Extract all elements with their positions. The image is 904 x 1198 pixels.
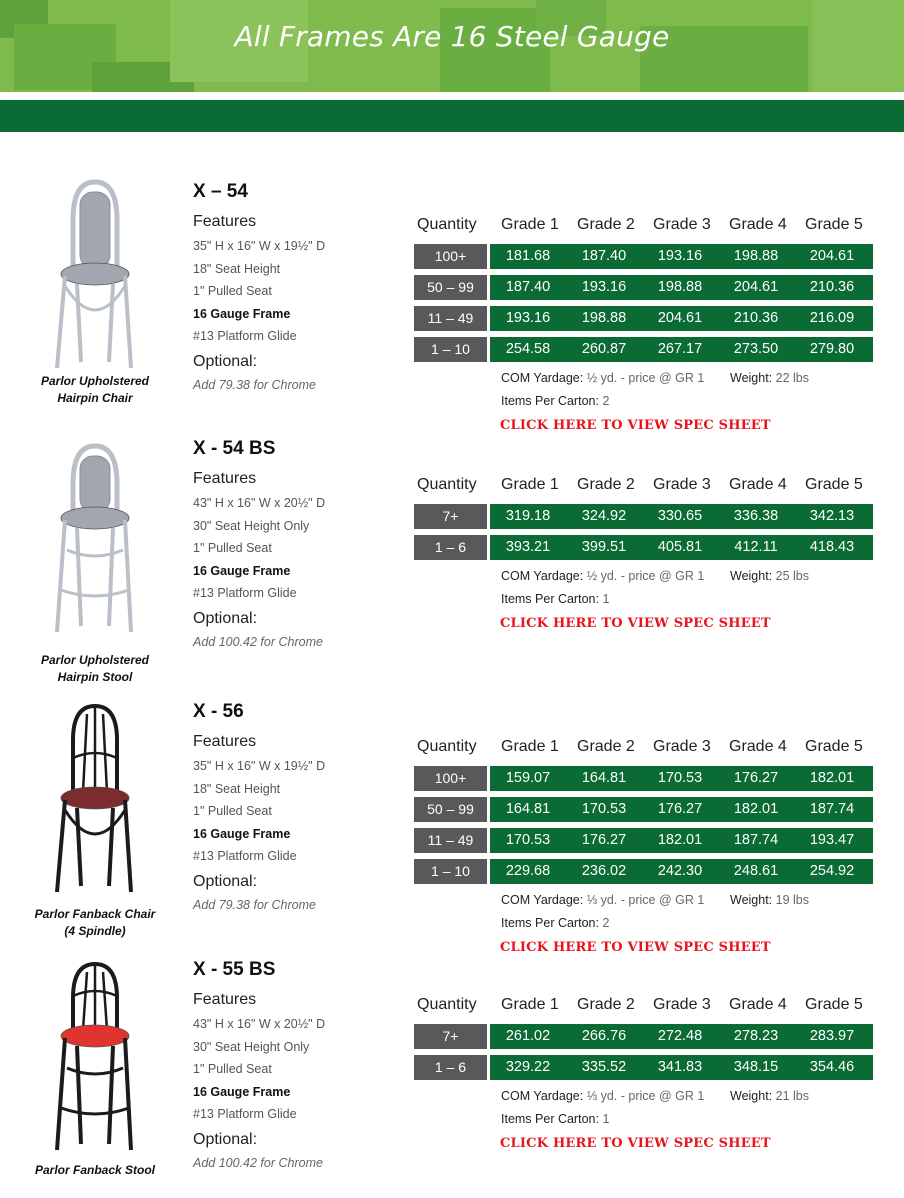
items-per-carton: [501, 1112, 609, 1126]
feature-item: #13 Platform Glide: [193, 849, 297, 863]
header-grade: Grade 2: [577, 738, 635, 755]
price-cell: 319.18: [505, 508, 551, 524]
price-cell: 182.01: [809, 770, 855, 786]
product-caption: [20, 652, 170, 686]
product-caption: [20, 1162, 170, 1179]
items-per-carton-value: 2: [602, 916, 610, 930]
price-cells: [490, 766, 873, 791]
features-heading: Features: [193, 733, 257, 750]
price-table-header: [414, 472, 874, 504]
weight: [730, 1089, 809, 1103]
quantity-cell: 1 – 10: [414, 337, 487, 362]
price-cell: 182.01: [657, 832, 703, 848]
price-cells: [490, 306, 873, 331]
caption-line-2: Hairpin Chair: [57, 391, 133, 405]
features-heading: Features: [193, 470, 257, 487]
feature-item: 18" Seat Height: [193, 261, 281, 276]
header-grade: Grade 1: [501, 216, 559, 233]
price-row: [414, 244, 874, 269]
price-table-header: [414, 734, 874, 766]
spec-sheet-row: [414, 612, 874, 636]
com-yardage-value: ½ yd. - price @ GR 1: [586, 371, 705, 385]
price-cell: 348.15: [733, 1059, 779, 1075]
com-weight-row: [414, 566, 874, 589]
price-table: [414, 734, 874, 960]
com-yardage-label: COM Yardage:: [501, 1089, 584, 1103]
price-table: [414, 472, 874, 636]
feature-item: 1" Pulled Seat: [193, 1062, 272, 1076]
price-cell: 193.47: [809, 832, 855, 848]
price-row: [414, 275, 874, 300]
price-row: [414, 828, 874, 853]
feature-item: #13 Platform Glide: [193, 1107, 297, 1121]
weight: [730, 893, 809, 907]
price-cell: 229.68: [505, 863, 551, 879]
price-cell: 182.01: [733, 801, 779, 817]
com-yardage-label: COM Yardage:: [501, 893, 584, 907]
com-yardage-value: ⅓ yd. - price @ GR 1: [586, 1089, 705, 1103]
price-cell: 216.09: [809, 310, 855, 326]
price-cell: 354.46: [809, 1059, 855, 1075]
spec-sheet-link[interactable]: CLICK HERE TO VIEW SPEC SHEET: [500, 1136, 771, 1151]
quantity-cell: 11 – 49: [414, 828, 487, 853]
header-grade: Grade 4: [729, 738, 787, 755]
model-number: X – 54: [193, 181, 248, 202]
caption-line-1: Parlor Fanback Chair: [34, 907, 156, 921]
features-heading: Features: [193, 991, 257, 1008]
price-cell: 272.48: [657, 1028, 703, 1044]
price-cell: 260.87: [581, 341, 627, 357]
items-per-carton-label: Items Per Carton:: [501, 394, 599, 408]
header-grade: Grade 3: [653, 476, 711, 493]
features-heading: Features: [193, 213, 257, 230]
header-quantity: Quantity: [417, 476, 477, 493]
product-info: [193, 700, 413, 915]
price-row: [414, 859, 874, 884]
quantity-cell: 7+: [414, 504, 487, 529]
product-image: [20, 700, 170, 896]
items-per-carton: [501, 592, 609, 606]
caption-line-1: Parlor Upholstered: [40, 653, 150, 667]
price-cell: 204.61: [657, 310, 703, 326]
caption-line-1: Parlor Upholstered: [40, 374, 150, 388]
chair-photo: [43, 700, 147, 896]
items-per-carton: [501, 394, 609, 408]
price-cell: 405.81: [657, 539, 703, 555]
product-caption: [20, 906, 170, 940]
price-cell: 330.65: [657, 508, 703, 524]
feature-item: 1" Pulled Seat: [193, 284, 272, 298]
feature-item: 16 Gauge Frame: [193, 563, 291, 578]
optional-heading: Optional:: [193, 352, 258, 370]
price-row: [414, 535, 874, 560]
price-cell: 236.02: [581, 863, 627, 879]
price-cell: 181.68: [505, 248, 551, 264]
header-grade: Grade 2: [577, 476, 635, 493]
feature-item: 43" H x 16" W x 20½" D: [193, 1017, 326, 1031]
spec-sheet-link[interactable]: CLICK HERE TO VIEW SPEC SHEET: [500, 616, 771, 631]
feature-item: 43" H x 16" W x 20½" D: [193, 496, 326, 510]
com-yardage-label: COM Yardage:: [501, 371, 584, 385]
quantity-cell: 100+: [414, 244, 487, 269]
header-grade: Grade 3: [653, 738, 711, 755]
feature-item: 16 Gauge Frame: [193, 306, 291, 321]
feature-item: 35" H x 16" W x 19½" D: [193, 239, 326, 253]
header-grade: Grade 5: [805, 216, 863, 233]
header-grade: Grade 4: [729, 996, 787, 1013]
feature-item: #13 Platform Glide: [193, 586, 297, 600]
price-cells: [490, 244, 873, 269]
price-cell: 261.02: [505, 1028, 551, 1044]
price-cell: 248.61: [733, 863, 779, 879]
com-weight-row: [414, 368, 874, 391]
price-row: [414, 766, 874, 791]
header-quantity: Quantity: [417, 738, 477, 755]
price-cell: 324.92: [581, 508, 627, 524]
product-info: [193, 437, 413, 652]
price-cell: 204.61: [809, 248, 855, 264]
price-cells: [490, 337, 873, 362]
feature-item: #13 Platform Glide: [193, 329, 297, 343]
price-cell: 412.11: [734, 539, 778, 555]
price-cell: 164.81: [505, 801, 551, 817]
price-cell: 393.21: [505, 539, 551, 555]
items-per-carton-value: 1: [602, 1112, 610, 1126]
price-row: [414, 1024, 874, 1049]
com-weight-row: [414, 1086, 874, 1109]
price-cell: 266.76: [581, 1028, 627, 1044]
price-row: [414, 1055, 874, 1080]
price-cell: 187.40: [505, 279, 551, 295]
price-row: [414, 306, 874, 331]
header-grade: Grade 5: [805, 996, 863, 1013]
price-cell: 336.38: [733, 508, 779, 524]
price-cell: 170.53: [505, 832, 551, 848]
price-cells: [490, 797, 873, 822]
caption-line-2: (4 Spindle): [64, 924, 126, 938]
price-cell: 198.88: [657, 279, 703, 295]
feature-item: 18" Seat Height: [193, 781, 281, 796]
product-image: [20, 176, 170, 372]
header-quantity: Quantity: [417, 996, 477, 1013]
feature-item: 16 Gauge Frame: [193, 826, 291, 841]
optional-heading: Optional:: [193, 609, 258, 627]
header-grade: Grade 5: [805, 738, 863, 755]
header-grade: Grade 3: [653, 996, 711, 1013]
quantity-cell: 100+: [414, 766, 487, 791]
model-number: X - 55 BS: [193, 959, 276, 980]
product-info: [193, 958, 413, 1173]
feature-item: 30" Seat Height Only: [193, 1039, 310, 1054]
header-grade: Grade 4: [729, 476, 787, 493]
com-weight-row: [414, 890, 874, 913]
price-cell: 254.58: [505, 341, 551, 357]
optional-text: Add 79.38 for Chrome: [193, 377, 316, 392]
price-cells: [490, 275, 873, 300]
price-cell: 187.74: [809, 801, 855, 817]
price-cell: 341.83: [657, 1059, 703, 1075]
price-cell: 279.80: [809, 341, 855, 357]
price-table-header: [414, 992, 874, 1024]
price-cell: 193.16: [581, 279, 627, 295]
weight-value: 21 lbs: [775, 1089, 809, 1103]
price-table: [414, 992, 874, 1156]
com-yardage-label: COM Yardage:: [501, 569, 584, 583]
price-row: [414, 797, 874, 822]
price-cell: 267.17: [657, 341, 703, 357]
com-yardage-value: ⅓ yd. - price @ GR 1: [586, 893, 705, 907]
price-cell: 242.30: [657, 863, 703, 879]
weight: [730, 569, 809, 583]
feature-item: 1" Pulled Seat: [193, 804, 272, 818]
feature-item: 35" H x 16" W x 19½" D: [193, 759, 326, 773]
price-cell: 273.50: [733, 341, 779, 357]
chair-photo: [43, 958, 147, 1154]
price-cells: [490, 535, 873, 560]
price-row: [414, 337, 874, 362]
weight: [730, 371, 809, 385]
items-per-carton-value: 1: [602, 592, 610, 606]
caption-line-2: Hairpin Stool: [57, 670, 133, 684]
banner-title: All Frames Are 16 Steel Gauge: [234, 20, 670, 53]
price-cell: 210.36: [733, 310, 779, 326]
com-yardage-value: ½ yd. - price @ GR 1: [586, 569, 705, 583]
price-cell: 418.43: [809, 539, 855, 555]
header-grade: Grade 3: [653, 216, 711, 233]
com-yardage: [501, 1089, 704, 1103]
items-per-carton-label: Items Per Carton:: [501, 916, 599, 930]
header-banner: [0, 0, 904, 92]
price-row: [414, 504, 874, 529]
carton-row: [414, 1109, 874, 1132]
quantity-cell: 50 – 99: [414, 797, 487, 822]
chair-photo: [43, 440, 147, 636]
price-cell: 342.13: [809, 508, 855, 524]
price-cells: [490, 859, 873, 884]
spec-sheet-link[interactable]: CLICK HERE TO VIEW SPEC SHEET: [500, 940, 771, 955]
spec-sheet-row: [414, 414, 874, 438]
weight-value: 22 lbs: [775, 371, 809, 385]
price-cell: 283.97: [809, 1028, 855, 1044]
price-table: [414, 212, 874, 438]
model-number: X - 54 BS: [193, 438, 276, 459]
weight-value: 19 lbs: [775, 893, 809, 907]
price-cell: 170.53: [581, 801, 627, 817]
optional-text: Add 100.42 for Chrome: [193, 634, 323, 649]
header-grade: Grade 2: [577, 996, 635, 1013]
header-grade: Grade 5: [805, 476, 863, 493]
feature-item: 16 Gauge Frame: [193, 1084, 291, 1099]
quantity-cell: 11 – 49: [414, 306, 487, 331]
weight-label: Weight:: [730, 371, 773, 385]
spec-sheet-link[interactable]: CLICK HERE TO VIEW SPEC SHEET: [500, 418, 771, 433]
optional-heading: Optional:: [193, 872, 258, 890]
com-yardage: [501, 569, 704, 583]
header-grade: Grade 1: [501, 738, 559, 755]
quantity-cell: 1 – 6: [414, 1055, 487, 1080]
price-cell: 335.52: [581, 1059, 627, 1075]
header-grade: Grade 1: [501, 476, 559, 493]
price-cells: [490, 504, 873, 529]
feature-item: 30" Seat Height Only: [193, 518, 310, 533]
carton-row: [414, 913, 874, 936]
price-cell: 278.23: [733, 1028, 779, 1044]
items-per-carton-label: Items Per Carton:: [501, 592, 599, 606]
header-quantity: Quantity: [417, 216, 477, 233]
price-cell: 170.53: [657, 770, 703, 786]
spec-sheet-row: [414, 1132, 874, 1156]
price-table-header: [414, 212, 874, 244]
price-cell: 193.16: [657, 248, 703, 264]
spec-sheet-row: [414, 936, 874, 960]
chair-photo: [43, 176, 147, 372]
items-per-carton-label: Items Per Carton:: [501, 1112, 599, 1126]
quantity-cell: 1 – 6: [414, 535, 487, 560]
header-grade: Grade 2: [577, 216, 635, 233]
price-cell: 164.81: [581, 770, 627, 786]
price-cell: 198.88: [733, 248, 779, 264]
price-cell: 187.40: [581, 248, 627, 264]
price-cells: [490, 1024, 873, 1049]
price-cell: 254.92: [809, 863, 855, 879]
carton-row: [414, 589, 874, 612]
price-cell: 399.51: [581, 539, 627, 555]
weight-value: 25 lbs: [775, 569, 809, 583]
header-divider-bar: [0, 100, 904, 132]
model-number: X - 56: [193, 701, 244, 722]
price-cell: 176.27: [657, 801, 703, 817]
price-cell: 204.61: [733, 279, 779, 295]
price-cell: 187.74: [733, 832, 779, 848]
price-cell: 176.27: [581, 832, 627, 848]
optional-heading: Optional:: [193, 1130, 258, 1148]
weight-label: Weight:: [730, 893, 773, 907]
weight-label: Weight:: [730, 1089, 773, 1103]
com-yardage: [501, 893, 704, 907]
price-cell: 198.88: [581, 310, 627, 326]
price-cell: 329.22: [505, 1059, 551, 1075]
feature-item: 1" Pulled Seat: [193, 541, 272, 555]
optional-text: Add 100.42 for Chrome: [193, 1155, 323, 1170]
product-caption: [20, 373, 170, 407]
quantity-cell: 7+: [414, 1024, 487, 1049]
price-cells: [490, 828, 873, 853]
price-cell: 159.07: [505, 770, 551, 786]
product-info: [193, 180, 413, 395]
weight-label: Weight:: [730, 569, 773, 583]
price-cell: 193.16: [505, 310, 551, 326]
items-per-carton-value: 2: [602, 394, 610, 408]
caption-line-1: Parlor Fanback Stool: [34, 1163, 156, 1177]
com-yardage: [501, 371, 704, 385]
header-grade: Grade 1: [501, 996, 559, 1013]
header-grade: Grade 4: [729, 216, 787, 233]
optional-text: Add 79.38 for Chrome: [193, 897, 316, 912]
price-cells: [490, 1055, 873, 1080]
price-cell: 176.27: [733, 770, 779, 786]
carton-row: [414, 391, 874, 414]
items-per-carton: [501, 916, 609, 930]
quantity-cell: 50 – 99: [414, 275, 487, 300]
product-image: [20, 440, 170, 636]
quantity-cell: 1 – 10: [414, 859, 487, 884]
product-image: [20, 958, 170, 1154]
price-cell: 210.36: [809, 279, 855, 295]
